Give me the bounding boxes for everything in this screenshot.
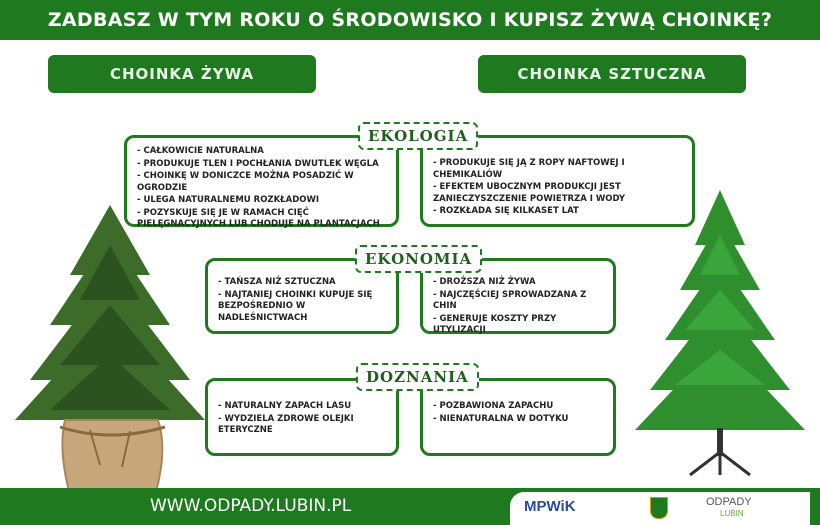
list-item: - CHOINKĘ W DONICZCE MOŻNA POSADZIĆ W OGRODZIE [137, 171, 386, 194]
list-item: - WYDZIELA ZDROWE OLEJKI ETERYCZNE [218, 414, 386, 437]
list-item: - CAŁKOWICIE NATURALNA [137, 146, 386, 158]
list-item: - ULEGA NATURALNEMU ROZKŁADOWI [137, 195, 386, 207]
list-item: - DROŻSZA NIŻ ŻYWA [433, 277, 603, 289]
category-label-doznania: DOZNANIA [356, 363, 479, 391]
list-item: - GENERUJE KOSZTY PRZY UTYLIZACJI [433, 314, 603, 337]
list-item: - PRODUKUJE TLEN I POCHŁANIA DWUTLEK WĘGLA [137, 159, 386, 171]
category-label-ekonomia: EKONOMIA [355, 245, 482, 273]
column-header-artificial-tree: CHOINKA SZTUCZNA [478, 55, 746, 93]
list-item: - NAJCZĘŚCIEJ SPROWADZANA Z CHIN [433, 290, 603, 313]
page-title: ZADBASZ W TYM ROKU O ŚRODOWISKO I KUPISZ ŻYWĄ CHOINKĘ? [47, 9, 773, 31]
list-item: - ROZKŁADA SIĘ KILKASET LAT [433, 206, 682, 218]
footer-website-link[interactable]: WWW.ODPADY.LUBIN.PL [150, 496, 352, 516]
list-item: - PRODUKUJE SIĘ JĄ Z ROPY NAFTOWEJ I CHEMIKALIÓW [433, 158, 682, 181]
odpady-lubin-logo [706, 497, 752, 519]
list-item: - NATURALNY ZAPACH LASU [218, 401, 386, 413]
list-item: - POZYSKUJE SIĘ JE W RAMACH CIĘĆ PIELĘGNACYJNYCH LUB CHODUJE NA PLANTACJACH [137, 208, 386, 231]
list-item: - TAŃSZA NIŻ SZTUCZNA [218, 277, 386, 289]
artificial-tree-illustration [630, 190, 810, 480]
ekologia-live-list [137, 146, 386, 231]
ekologia-artificial-list [433, 158, 682, 218]
list-item: - POZBAWIONA ZAPACHU [433, 401, 603, 413]
ekonomia-artificial-list [433, 277, 603, 337]
list-item: - NAJTANIEJ CHOINKI KUPUJE SIĘ BEZPOŚREDNIO W NADLEŚNICTWACH [218, 290, 386, 325]
list-item: - EFEKTEM UBOCZNYM PRODUKCJI JEST ZANIECZYSZCZENIE POWIETRZA I WODY [433, 182, 682, 205]
category-label-ekologia: EKOLOGIA [358, 122, 478, 150]
city-crest-icon [650, 497, 668, 519]
live-tree-illustration [10, 205, 210, 500]
column-header-live-tree: CHOINKA ŻYWA [48, 55, 316, 93]
odpady-logo-subtext: LUBIN [720, 509, 744, 518]
mpwik-logo: MPWiK [524, 498, 576, 515]
doznania-live-list [218, 401, 386, 437]
list-item: - NIENATURALNA W DOTYKU [433, 414, 603, 426]
doznania-artificial-list [433, 401, 603, 425]
ekologia-live-box [124, 135, 399, 227]
odpady-logo-text: ODPADY [706, 496, 752, 508]
ekonomia-live-list [218, 277, 386, 324]
